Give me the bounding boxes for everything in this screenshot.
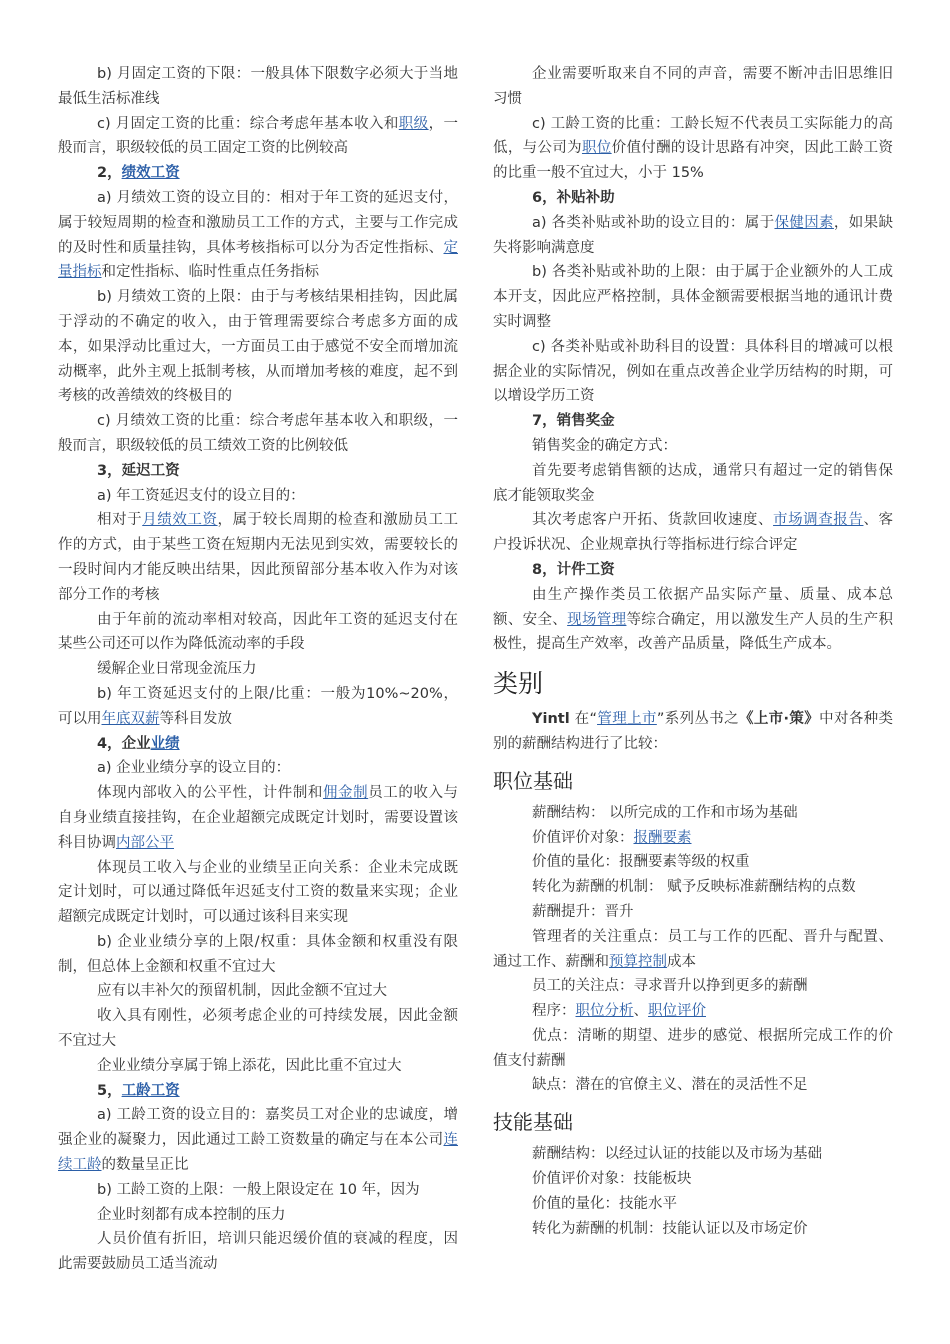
- text: a) 月绩效工资的设立目的：相对于年工资的延迟支付，属于较短周期的检查和激励员工工作的方式，主要与工作完成的及时性和质量挂钩，具体考核指标可以分为否定性指标、: [58, 189, 458, 256]
- section-heading-6: 6，补贴补助: [532, 189, 615, 206]
- link-baochou-yaosu[interactable]: 报酬要素: [633, 829, 692, 846]
- text: 价值评价对象：: [532, 829, 634, 846]
- paragraph: 薪酬结构：以经过认证的技能以及市场为基础: [532, 1146, 822, 1163]
- paragraph: 企业需要听取来自不同的声音，需要不断冲击旧思维旧习惯: [493, 66, 893, 107]
- section-heading-5: [58, 1079, 458, 1104]
- paragraph: [493, 826, 893, 851]
- text: 和定性指标、临时性重点任务指标: [101, 264, 319, 281]
- link-dingliang-zhibiao[interactable]: 定量指标: [58, 239, 458, 281]
- link-gongling-gongzi[interactable]: 工龄工资: [121, 1082, 180, 1099]
- paragraph: c) 月绩效工资的比重：综合考虑年基本收入和职级，一般而言，职级较低的员工绩效工资的比例较低: [58, 413, 458, 454]
- text: 等综合确定，用以激发生产人员的生产积极性，提高生产效率，改善产品质量，降低生产成本。: [493, 611, 894, 653]
- text: 程序：: [532, 1003, 576, 1020]
- paragraph: [58, 112, 458, 162]
- text: 等科目发放: [159, 710, 232, 727]
- paragraph: 收入具有刚性，必须考虑企业的可持续发展，因此金额不宜过大: [58, 1008, 458, 1050]
- link-yue-jixiao-gongzi[interactable]: 月绩效工资: [142, 512, 218, 529]
- paragraph: [493, 999, 893, 1024]
- category-heading: 类别: [493, 669, 544, 699]
- link-baojian-yinsu[interactable]: 保健因素: [774, 214, 834, 231]
- section-heading-4: [58, 732, 458, 757]
- link-zhiwei-fenxi[interactable]: 职位分析: [575, 1003, 634, 1020]
- paragraph: 薪酬提升：晋升: [532, 903, 634, 920]
- paragraph: 由于年前的流动率相对较高，因此年工资的延迟支付在某些公司还可以作为降低流动率的手段: [58, 611, 458, 653]
- section-heading-8: 8，计件工资: [532, 561, 615, 578]
- paragraph: 优点：清晰的期望、进步的感觉、根据所完成工作的价值支付薪酬: [493, 1027, 893, 1069]
- paragraph: b) 月固定工资的下限：一般具体下限数字必须大于当地最低生活标准线: [58, 66, 458, 107]
- text: 、: [633, 1003, 648, 1020]
- text: ，如果缺失将影响满意度: [493, 214, 894, 256]
- paragraph: [58, 1103, 458, 1177]
- paragraph: 企业业绩分享属于锦上添花，因此比重不宜过大: [97, 1057, 402, 1074]
- paragraph: 转化为薪酬的机制： 赋予反映标准薪酬结构的点数: [532, 879, 856, 896]
- heading-number: 5，: [97, 1082, 122, 1099]
- paragraph: 薪酬结构： 以所完成的工作和市场为基础: [532, 804, 798, 821]
- text: b) 年工资延迟支付的上限/比重：一般为10%~20%，可以用: [58, 685, 458, 727]
- text: c) 工龄工资的比重：工龄长短不代表员工实际能力的高低，与公司为: [493, 115, 893, 157]
- text: a) 各类补贴或补助的设立目的：属于: [532, 214, 775, 231]
- link-shichang-diaocha-baogao[interactable]: 市场调查报告: [773, 512, 864, 529]
- skill-based-heading: 技能基础: [493, 1110, 573, 1135]
- right-column: [493, 62, 893, 1241]
- text: 由生产操作类员工依据产品实际产量、质量、成本总额、安全、: [493, 586, 893, 628]
- heading-number: 2，: [97, 165, 122, 182]
- text: 的数量呈正比: [101, 1157, 189, 1174]
- link-neibu-gongping[interactable]: 内部公平: [116, 834, 174, 851]
- paragraph: 销售奖金的确定方式：: [532, 437, 677, 454]
- text: 价值付酬的设计思路有冲突，因此工龄工资的比重一般不宜过大，小于 15%: [493, 140, 894, 182]
- text: a) 工龄工资的设立目的：嘉奖员工对企业的忠诚度，增强企业的凝聚力，因此通过工龄工资数量的确定与在本公司: [58, 1107, 458, 1149]
- paragraph: 价值评价对象：技能板块: [532, 1171, 692, 1188]
- left-column: [58, 62, 458, 1277]
- text: 、客户投诉状况、企业规章执行等指标进行综合评定: [493, 512, 894, 554]
- link-yusuan-kongzhi[interactable]: 预算控制: [609, 953, 667, 970]
- link-lianxu-gongling[interactable]: 连续工龄: [58, 1132, 458, 1174]
- paragraph: 价值的量化：技能水平: [532, 1195, 677, 1212]
- author-name: Yintl: [532, 711, 570, 728]
- paragraph: 转化为薪酬的机制：技能认证以及市场定价: [532, 1220, 808, 1237]
- paragraph: a) 企业业绩分享的设立目的：: [97, 760, 291, 777]
- position-based-heading: 职位基础: [493, 768, 573, 793]
- paragraph: c) 各类补贴或补助科目的设置：具体科目的增减可以根据企业的实际情况，例如在重点改善企业学历结构的时期，可以增设学历工资: [493, 338, 893, 405]
- section-heading-2: [58, 161, 458, 186]
- link-xianchang-guanli[interactable]: 现场管理: [567, 611, 627, 628]
- paragraph: [493, 112, 893, 186]
- text: ，属于较长周期的检查和激励员工工作的方式，由于某些工资在短期内无法见到实效，需要较长的一段时间内才能反映出结果，因此预留部分基本收入作为对该部分工作的考核: [58, 512, 459, 603]
- paragraph: b) 企业业绩分享的上限/权重：具体金额和权重没有限制，但总体上金额和权重不宜过大: [58, 933, 458, 975]
- paragraph: 体现员工收入与企业的业绩呈正向关系：企业未完成既定计划时，可以通过降低年迟延支付工资的数量来实现；企业超额完成既定计划时，可以通过该科目来实现: [58, 859, 458, 926]
- paragraph: [58, 682, 458, 732]
- paragraph: 企业时刻都有成本控制的压力: [97, 1206, 286, 1223]
- paragraph: [493, 211, 893, 261]
- text: 成本: [667, 953, 696, 970]
- paragraph: 缺点：潜在的官僚主义、潜在的灵活性不足: [532, 1077, 808, 1094]
- text: 相对于: [97, 512, 143, 529]
- paragraph: 人员价值有折旧，培训只能迟缓价值的衰减的程度，因此需要鼓励员工适当流动: [58, 1231, 458, 1273]
- link-guanli-shangshi[interactable]: 管理上市: [597, 711, 657, 728]
- paragraph: [58, 508, 458, 607]
- link-niandi-shuangxin[interactable]: 年底双薪: [101, 710, 160, 727]
- paragraph: 应有以丰补欠的预留机制，因此金额不宜过大: [97, 983, 387, 1000]
- paragraph: 缓解企业日常现金流压力: [97, 661, 257, 678]
- link-yeji[interactable]: 业绩: [150, 735, 180, 752]
- paragraph: 价值的量化：报酬要素等级的权重: [532, 854, 750, 871]
- link-jixiao-gongzi[interactable]: 绩效工资: [121, 165, 180, 182]
- link-zhiwei-pingjia[interactable]: 职位评价: [648, 1003, 706, 1020]
- paragraph: [58, 781, 458, 855]
- book-title: 《上市·策》: [738, 711, 820, 728]
- link-zhiwei[interactable]: 职位: [581, 140, 612, 157]
- paragraph: [58, 186, 458, 285]
- text: 其次考虑客户开拓、货款回收速度、: [532, 512, 774, 529]
- section-heading-7: 7，销售奖金: [532, 413, 615, 430]
- text: ”系列丛书之: [656, 711, 739, 728]
- text: 管理者的关注重点：员工与工作的匹配、晋升与配置、通过工作、薪酬和: [493, 928, 893, 970]
- text: c) 月固定工资的比重：综合考虑年基本收入和: [97, 115, 399, 132]
- paragraph: b) 各类补贴或补助的上限：由于属于企业额外的人工成本开支，因此应严格控制，具体金额需要根据当地的通讯计费实时调整: [493, 264, 893, 330]
- paragraph: [493, 583, 893, 657]
- paragraph: a) 年工资延迟支付的设立目的：: [97, 487, 305, 504]
- heading-number: 4，企业: [97, 735, 151, 752]
- text: ，一般而言，职级较低的员工固定工资的比例较高: [58, 115, 458, 157]
- link-zhiji[interactable]: 职级: [398, 115, 429, 132]
- paragraph: [493, 707, 893, 757]
- paragraph: 首先要考虑销售额的达成，通常只有超过一定的销售保底才能领取奖金: [493, 462, 893, 504]
- paragraph: [493, 508, 893, 558]
- paragraph: b) 工龄工资的上限：一般上限设定在 10 年，因为: [97, 1181, 420, 1198]
- paragraph: b) 月绩效工资的上限：由于与考核结果相挂钩，因此属于浮动的不确定的收入，由于管理需要综合考虑多方面的成本，如果浮动比重过大，一方面员工由于感觉不安全而增加流动概率，此外主观上抵制考核，从而增加考核的难度，起不到考核的改善绩效的终极目的: [58, 289, 458, 405]
- text: 员工的收入与自身业绩直接挂钩，在企业超额完成既定计划时，需要设置该科目协调: [58, 785, 459, 851]
- paragraph: 员工的关注点：寻求晋升以挣到更多的薪酬: [532, 978, 808, 995]
- text: 中对各种类别的薪酬结构进行了比较：: [493, 711, 894, 752]
- text: 体现内部收入的公平性，计件制和: [97, 785, 323, 802]
- text: 在“: [569, 711, 598, 728]
- section-heading-3: 3，延迟工资: [97, 462, 180, 479]
- link-yongjin-zhi[interactable]: 佣金制: [322, 785, 369, 802]
- paragraph: [493, 925, 893, 975]
